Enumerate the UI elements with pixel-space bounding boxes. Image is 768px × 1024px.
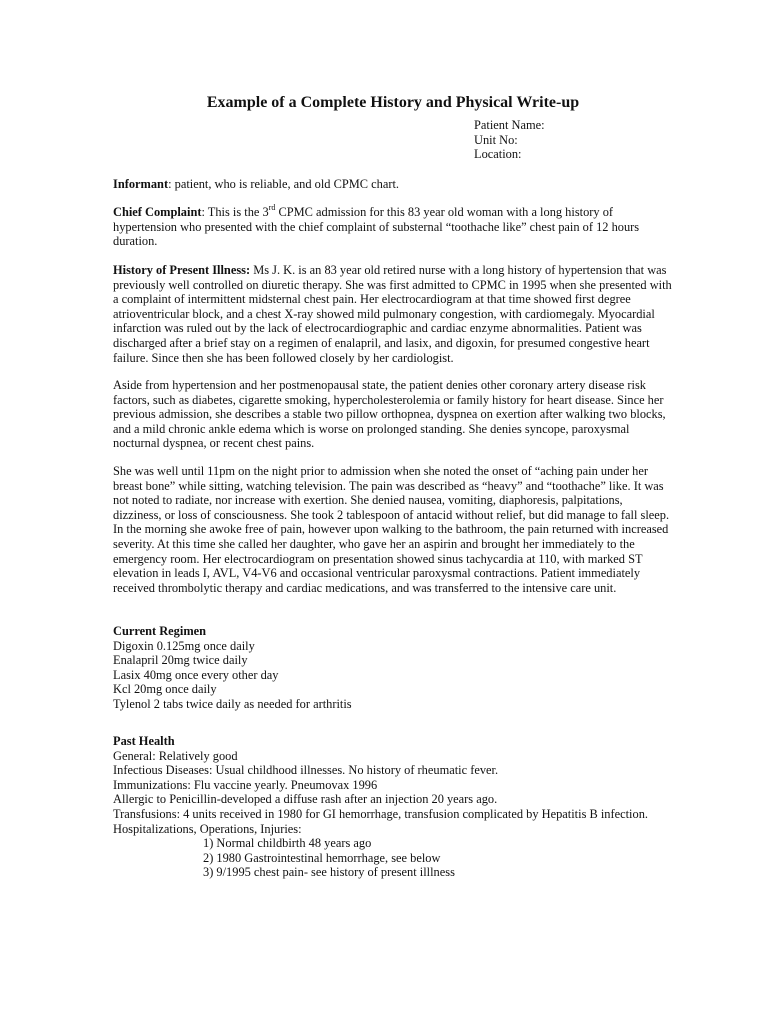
location-field: Location: (474, 147, 522, 162)
hpi-paragraph-2: Aside from hypertension and her postmenopausal state, the patient denies other coronary artery disease risk factors, such as diabetes, cigarette smoking, hypercholesterolemia or family history for heart disease. Since her previous admission, she describes a stable two pillow orthopnea, dyspnea on exertion after walking two blocks, and a mild chronic ankle edema which is worse on prolonged standing. She denies syncope, paroxysmal nocturnal dyspnea, or recent chest pains. (113, 378, 666, 451)
hospitalizations-label: Hospitalizations, Operations, Injuries: (113, 821, 302, 836)
current-regimen-section (113, 624, 673, 712)
hospitalization-item: 1) Normal childbirth 48 years ago (203, 836, 372, 851)
medication-item: Kcl 20mg once daily (113, 682, 217, 697)
chief-complaint-section (113, 202, 673, 249)
past-health-transfusions: Transfusions: 4 units received in 1980 for GI hemorrhage, transfusion complicated by Hepatitis B infection. (113, 806, 648, 821)
informant-text: : patient, who is reliable, and old CPMC chart. (168, 177, 399, 191)
hospitalization-item: 2) 1980 Gastrointestinal hemorrhage, see below (203, 850, 441, 865)
medication-item: Lasix 40mg once every other day (113, 667, 279, 682)
chief-complaint-label: Chief Complaint (113, 205, 202, 219)
past-health-section (113, 734, 673, 880)
informant-label: Informant (113, 177, 169, 191)
ordinal-superscript: rd (268, 202, 276, 212)
informant-section (113, 177, 673, 192)
hpi-paragraph-1: Ms J. K. is an 83 year old retired nurse with a long history of hypertension that was previously well controlled on diuretic therapy. She was first admitted to CPMC in 1995 when she presented with a complaint of intermittent midsternal chest pain. Her electrocardiogram at that time showed first degree atrioventricular block, and a chest X-ray showed mild pulmonary congestion, with cardiomegaly. Myocardial infarction was ruled out by the lack of electrocardiographic and cardiac enzyme abnormalities. Patient was discharged after a brief stay on a regimen of enalapril, and lasix, and digoxin, for presumed congestive heart failure. Since then she has been followed closely by her cardiologist. (113, 263, 672, 365)
medication-item: Enalapril 20mg twice daily (113, 653, 248, 668)
hpi-label: History of Present Illness: (113, 263, 251, 277)
patient-info-block (474, 118, 674, 162)
hpi-paragraph-3-block (113, 464, 673, 595)
past-health-immunizations: Immunizations: Flu vaccine yearly. Pneumovax 1996 (113, 777, 378, 792)
document-title: Example of a Complete History and Physical Write-up (206, 94, 580, 111)
medication-item: Tylenol 2 tabs twice daily as needed for arthritis (113, 696, 352, 711)
hpi-paragraph-2-block (113, 378, 673, 451)
hpi-section (113, 263, 673, 365)
medication-item: Digoxin 0.125mg once daily (113, 638, 255, 653)
hpi-paragraph-3: She was well until 11pm on the night prior to admission when she noted the onset of “aching pain under her breast bone” while sitting, watching television. The pain was described as “heavy” and “toothache” like. It was not noted to radiate, nor increase with exertion. She denied nausea, vomiting, diaphoresis, palpitations, dizziness, or loss of consciousness. She took 2 tablespoon of antacid without relief, but did manage to fall sleep. In the morning she awoke free of pain, however upon walking to the bathroom, the pain returned with increased severity. At this time she called her daughter, who gave her an aspirin and brought her immediately to the emergency room. Her electrocardiogram on presentation showed sinus tachycardia at 110, with marked ST elevation in leads I, AVL, V4-V6 and occasional ventricular paroxysmal contractions. Patient immediately received thrombolytic therapy and cardiac medications, and was transferred to the intensive care unit. (113, 464, 670, 595)
current-regimen-label: Current Regimen (113, 624, 207, 638)
hospitalization-item: 3) 9/1995 chest pain- see history of present illlness (203, 865, 455, 880)
past-health-allergy: Allergic to Penicillin-developed a diffuse rash after an injection 20 years ago. (113, 792, 498, 807)
past-health-infectious: Infectious Diseases: Usual childhood illnesses. No history of rheumatic fever. (113, 763, 499, 778)
chief-complaint-text-before: : This is the 3 (201, 205, 269, 219)
patient-name-field: Patient Name: (474, 118, 545, 132)
past-health-label: Past Health (113, 734, 175, 748)
past-health-general: General: Relatively good (113, 748, 238, 763)
unit-no-field: Unit No: (474, 132, 518, 147)
chief-complaint-text-after: CPMC admission for this 83 year old woman with a long history of hypertension who presented with the chief complaint of substernal “toothache like” chest pain of 12 hours duration. (113, 205, 640, 249)
